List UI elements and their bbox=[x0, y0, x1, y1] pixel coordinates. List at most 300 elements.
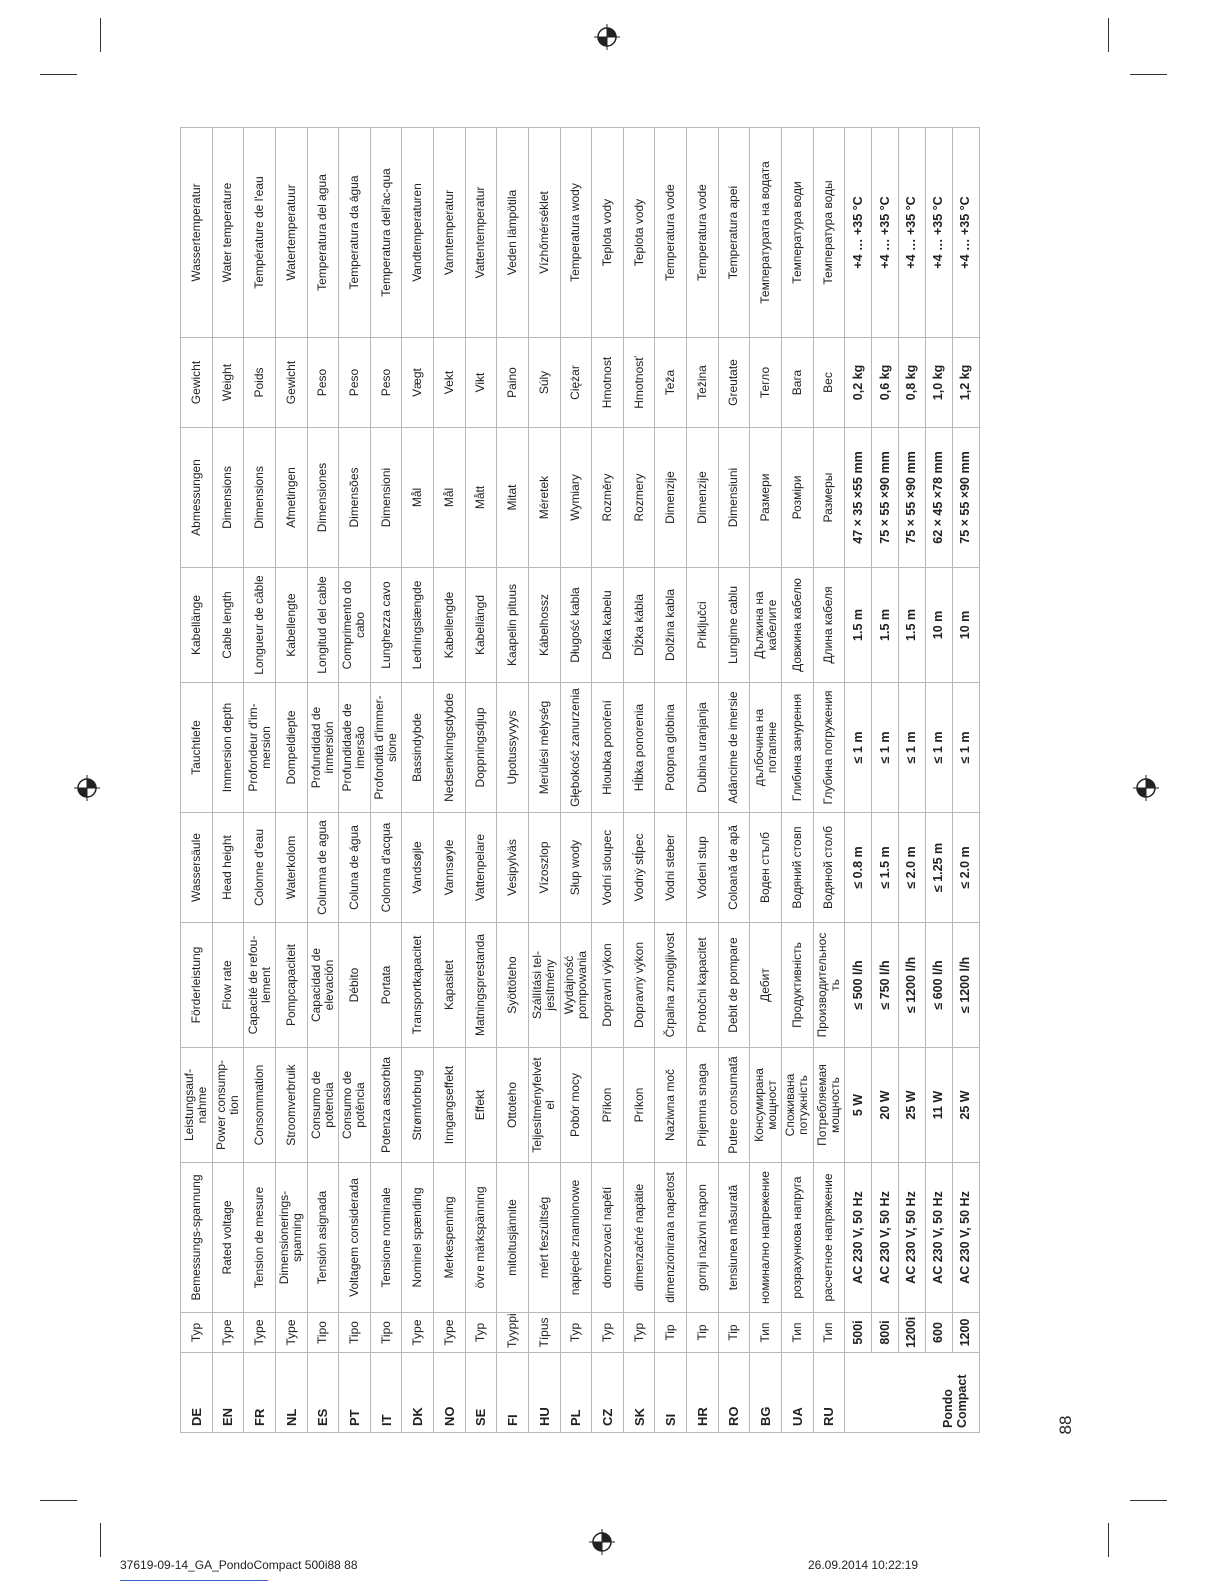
table-cell: Tauchtiefe bbox=[181, 683, 213, 813]
table-cell: Wassertemperatur bbox=[181, 128, 213, 338]
table-cell: Tipo bbox=[307, 1313, 339, 1353]
table-cell: дълбочина на потапяне bbox=[750, 683, 782, 813]
table-cell: AC 230 V, 50 Hz bbox=[898, 1163, 925, 1313]
model-name: 500i bbox=[845, 1313, 872, 1353]
table-cell: Temperatura da água bbox=[339, 128, 371, 338]
table-cell: Kapasitet bbox=[434, 923, 466, 1048]
table-cell: Температурата на водата bbox=[750, 128, 782, 338]
table-cell: Paino bbox=[497, 338, 529, 428]
table-cell: Typ bbox=[560, 1313, 592, 1353]
table-cell: Příkon bbox=[592, 1048, 624, 1163]
table-cell: Profundidade de imersão bbox=[339, 683, 371, 813]
table-cell: ≤ 2.0 m bbox=[898, 813, 925, 923]
table-cell: Délka kabelu bbox=[592, 568, 624, 683]
table-row bbox=[275, 128, 307, 1433]
table-cell: Długość kabla bbox=[560, 568, 592, 683]
table-cell: Производительнос ть bbox=[813, 923, 845, 1048]
language-code: HU bbox=[528, 1353, 560, 1433]
crop-mark bbox=[1130, 1500, 1167, 1501]
table-cell: Tip bbox=[655, 1313, 687, 1353]
table-cell: 47 × 35 ×55 mm bbox=[845, 428, 872, 568]
table-cell: ≤ 500 l/h bbox=[845, 923, 872, 1048]
table-cell: Wydajność pompowania bbox=[560, 923, 592, 1048]
language-code: RU bbox=[813, 1353, 845, 1433]
table-cell: ≤ 1 m bbox=[872, 683, 899, 813]
table-cell: Дебит bbox=[750, 923, 782, 1048]
table-cell: 10 m bbox=[925, 568, 952, 683]
table-cell: Vandtemperaturen bbox=[402, 128, 434, 338]
table-cell: Columna de agua bbox=[307, 813, 339, 923]
language-code: SI bbox=[655, 1353, 687, 1433]
table-cell: Dolžina kabla bbox=[655, 568, 687, 683]
table-cell: Voltagem considerada bbox=[339, 1163, 371, 1313]
table-cell: Típus bbox=[528, 1313, 560, 1353]
table-cell: ≤ 1 m bbox=[845, 683, 872, 813]
table-cell: Tip bbox=[718, 1313, 750, 1353]
table-cell: Temperatura vode bbox=[655, 128, 687, 338]
table-cell: Putere consumată bbox=[718, 1048, 750, 1163]
table-cell: 11 W bbox=[925, 1048, 952, 1163]
table-cell: Water temperature bbox=[212, 128, 244, 338]
language-code: FI bbox=[497, 1353, 529, 1433]
table-cell: Тип bbox=[781, 1313, 813, 1353]
table-cell: Typ bbox=[181, 1313, 213, 1353]
crop-mark bbox=[1108, 18, 1109, 52]
language-code: NL bbox=[275, 1353, 307, 1433]
footer-file-name: 37619-09-14_GA_PondoCompact 500i88 88 bbox=[120, 1558, 358, 1572]
table-cell: Ottoteho bbox=[497, 1048, 529, 1163]
table-row bbox=[434, 128, 466, 1433]
table-cell: Dubina uranjanja bbox=[687, 683, 719, 813]
table-cell: Lunghezza cavo bbox=[370, 568, 402, 683]
table-cell: Dompeldiepte bbox=[275, 683, 307, 813]
table-cell: Rozměry bbox=[592, 428, 624, 568]
table-cell: Type bbox=[275, 1313, 307, 1353]
table-cell: Nedsenkningsdybde bbox=[434, 683, 466, 813]
table-cell: gornji nazivni napon bbox=[687, 1163, 719, 1313]
table-cell: Vodný stĺpec bbox=[623, 813, 655, 923]
table-cell: Teljesítményfelvét el bbox=[528, 1048, 560, 1163]
crop-mark bbox=[1108, 1523, 1109, 1557]
table-cell: Longueur de câble bbox=[244, 568, 276, 683]
table-cell: Méretek bbox=[528, 428, 560, 568]
language-code: BG bbox=[750, 1353, 782, 1433]
table-cell: Črpalna zmogljivost bbox=[655, 923, 687, 1048]
language-code: HR bbox=[687, 1353, 719, 1433]
table-cell: Cable length bbox=[212, 568, 244, 683]
table-cell: 1.5 m bbox=[872, 568, 899, 683]
table-cell: Vekt bbox=[434, 338, 466, 428]
table-cell: Consumo de potencia bbox=[307, 1048, 339, 1163]
table-cell: Vízoszlop bbox=[528, 813, 560, 923]
table-row bbox=[560, 128, 592, 1433]
language-code: IT bbox=[370, 1353, 402, 1433]
table-cell: AC 230 V, 50 Hz bbox=[925, 1163, 952, 1313]
table-cell: Nominel spænding bbox=[402, 1163, 434, 1313]
table-cell: Protočni kapacitet bbox=[687, 923, 719, 1048]
table-row bbox=[813, 128, 845, 1433]
table-cell: Type bbox=[402, 1313, 434, 1353]
table-cell: Dimenzije bbox=[655, 428, 687, 568]
table-cell: Воден стълб bbox=[750, 813, 782, 923]
language-code: EN bbox=[212, 1353, 244, 1433]
language-code: ES bbox=[307, 1353, 339, 1433]
table-cell: Capacidad de elevación bbox=[307, 923, 339, 1048]
table-cell: Mål bbox=[402, 428, 434, 568]
table-cell: Kabellängd bbox=[465, 568, 497, 683]
table-cell: AC 230 V, 50 Hz bbox=[952, 1163, 979, 1313]
table-cell: ≤ 1.5 m bbox=[872, 813, 899, 923]
table-cell: Förderleistung bbox=[181, 923, 213, 1048]
table-cell: AC 230 V, 50 Hz bbox=[872, 1163, 899, 1313]
table-cell: Tip bbox=[687, 1313, 719, 1353]
table-cell: Profondeur d'im-mersion bbox=[244, 683, 276, 813]
table-cell: Тип bbox=[813, 1313, 845, 1353]
table-cell: Vesipylväs bbox=[497, 813, 529, 923]
table-cell: ≤ 600 l/h bbox=[925, 923, 952, 1048]
table-cell: Dĺžka kábla bbox=[623, 568, 655, 683]
table-cell: Тип bbox=[750, 1313, 782, 1353]
table-cell: Colonne d'eau bbox=[244, 813, 276, 923]
table-cell: Bemessungs-spannung bbox=[181, 1163, 213, 1313]
table-cell: Type bbox=[434, 1313, 466, 1353]
table-cell: Flow rate bbox=[212, 923, 244, 1048]
table-cell: Vattenpelare bbox=[465, 813, 497, 923]
table-cell: Afmetingen bbox=[275, 428, 307, 568]
table-cell: Príkon bbox=[623, 1048, 655, 1163]
table-cell: Wassersäule bbox=[181, 813, 213, 923]
table-cell: Tension de mesure bbox=[244, 1163, 276, 1313]
table-cell: napięcie znamionowe bbox=[560, 1163, 592, 1313]
table-cell: Kaapelin pituus bbox=[497, 568, 529, 683]
table-cell: AC 230 V, 50 Hz bbox=[845, 1163, 872, 1313]
table-cell: 1,0 kg bbox=[925, 338, 952, 428]
table-cell: Debit de pompare bbox=[718, 923, 750, 1048]
table-cell: Dimensions bbox=[244, 428, 276, 568]
table-cell: Довжина кабелю bbox=[781, 568, 813, 683]
table-cell: Vikt bbox=[465, 338, 497, 428]
table-cell: Pobór mocy bbox=[560, 1048, 592, 1163]
table-cell: Dimensionerings-spanning bbox=[275, 1163, 307, 1313]
language-code: FR bbox=[244, 1353, 276, 1433]
table-cell: Colonna d'acqua bbox=[370, 813, 402, 923]
table-cell: ≤ 1200 l/h bbox=[898, 923, 925, 1048]
table-cell: 1.5 m bbox=[898, 568, 925, 683]
table-cell: Vanntemperatur bbox=[434, 128, 466, 338]
table-row bbox=[465, 128, 497, 1433]
table-row bbox=[781, 128, 813, 1433]
table-cell: 75 × 55 ×90 mm bbox=[898, 428, 925, 568]
table-row bbox=[181, 128, 213, 1433]
table-cell: Вес bbox=[813, 338, 845, 428]
table-cell: Potopna globina bbox=[655, 683, 687, 813]
registration-mark-icon bbox=[594, 24, 620, 50]
table-cell: Kabellänge bbox=[181, 568, 213, 683]
registration-mark-icon bbox=[74, 775, 100, 801]
table-cell: Kabellengde bbox=[434, 568, 466, 683]
table-row bbox=[212, 128, 244, 1433]
table-cell: Szállítási tel-jesítmény bbox=[528, 923, 560, 1048]
model-row bbox=[952, 128, 979, 1433]
model-name: 1200 bbox=[952, 1313, 979, 1353]
table-cell: ≤ 1200 l/h bbox=[952, 923, 979, 1048]
table-row bbox=[750, 128, 782, 1433]
language-code: NO bbox=[434, 1353, 466, 1433]
table-cell: Консумирана мощност bbox=[750, 1048, 782, 1163]
table-cell: Consumo de potência bbox=[339, 1048, 371, 1163]
table-cell: Vægt bbox=[402, 338, 434, 428]
table-cell: Weight bbox=[212, 338, 244, 428]
table-cell: Potenza assorbita bbox=[370, 1048, 402, 1163]
table-cell: 1,2 kg bbox=[952, 338, 979, 428]
table-cell: Vattentemperatur bbox=[465, 128, 497, 338]
language-code: PL bbox=[560, 1353, 592, 1433]
table-cell: Profondità d'immer-sione bbox=[370, 683, 402, 813]
table-row bbox=[402, 128, 434, 1433]
table-cell: Потребляемая мощность bbox=[813, 1048, 845, 1163]
table-cell: Vannsøyle bbox=[434, 813, 466, 923]
table-cell: Veden lämpötila bbox=[497, 128, 529, 338]
table-cell: Immersion depth bbox=[212, 683, 244, 813]
table-cell: ≤ 1 m bbox=[952, 683, 979, 813]
table-cell: Dimensiones bbox=[307, 428, 339, 568]
table-cell: Kabellengte bbox=[275, 568, 307, 683]
table-cell: tensiunea măsurată bbox=[718, 1163, 750, 1313]
model-row bbox=[845, 128, 872, 1433]
table-cell: Coluna de água bbox=[339, 813, 371, 923]
table-cell: Tensione nominale bbox=[370, 1163, 402, 1313]
crop-mark bbox=[1130, 74, 1167, 75]
table-cell: Inngangseffekt bbox=[434, 1048, 466, 1163]
spec-table-rotated bbox=[180, 128, 980, 1433]
table-cell: Teža bbox=[655, 338, 687, 428]
table-cell: Vandsøjle bbox=[402, 813, 434, 923]
table-cell: Температура воды bbox=[813, 128, 845, 338]
table-cell: Продуктивність bbox=[781, 923, 813, 1048]
table-cell: Težina bbox=[687, 338, 719, 428]
table-cell: Vízhőmérséklet bbox=[528, 128, 560, 338]
table-cell: Размеры bbox=[813, 428, 845, 568]
spec-table-body bbox=[181, 128, 980, 1433]
table-cell: Pompcapaciteit bbox=[275, 923, 307, 1048]
table-cell: Portata bbox=[370, 923, 402, 1048]
table-cell: Strømforbrug bbox=[402, 1048, 434, 1163]
table-cell: +4 … +35 °C bbox=[872, 128, 899, 338]
table-cell: Peso bbox=[339, 338, 371, 428]
table-cell: Дължина на кабелите bbox=[750, 568, 782, 683]
table-cell: Kábelhossz bbox=[528, 568, 560, 683]
table-cell: ≤ 2.0 m bbox=[952, 813, 979, 923]
table-cell: Peso bbox=[370, 338, 402, 428]
crop-mark bbox=[100, 18, 101, 52]
table-cell: Mått bbox=[465, 428, 497, 568]
table-cell: ≤ 0.8 m bbox=[845, 813, 872, 923]
table-cell: Température de l'eau bbox=[244, 128, 276, 338]
table-cell: Syöttöteho bbox=[497, 923, 529, 1048]
registration-mark-icon bbox=[589, 1529, 615, 1555]
table-cell: Profundidad de inmersión bbox=[307, 683, 339, 813]
table-cell: Gewicht bbox=[275, 338, 307, 428]
table-cell: 0,8 kg bbox=[898, 338, 925, 428]
table-cell: dimenzačné napätie bbox=[623, 1163, 655, 1313]
table-cell: 0,2 kg bbox=[845, 338, 872, 428]
table-row bbox=[592, 128, 624, 1433]
language-code: PT bbox=[339, 1353, 371, 1433]
table-cell: Lungime cablu bbox=[718, 568, 750, 683]
table-cell: Stroomverbruik bbox=[275, 1048, 307, 1163]
table-cell: Transportkapacitet bbox=[402, 923, 434, 1048]
crop-mark bbox=[100, 1523, 101, 1557]
table-cell: Vodeni stup bbox=[687, 813, 719, 923]
language-code: RO bbox=[718, 1353, 750, 1433]
table-row bbox=[339, 128, 371, 1433]
table-cell: 75 × 55 ×90 mm bbox=[872, 428, 899, 568]
model-row bbox=[872, 128, 899, 1433]
model-name: 600 bbox=[925, 1313, 952, 1353]
registration-mark-icon bbox=[1133, 775, 1159, 801]
table-cell: Vodni steber bbox=[655, 813, 687, 923]
table-cell: Tyyppi bbox=[497, 1313, 529, 1353]
table-cell: mitoitusjännite bbox=[497, 1163, 529, 1313]
table-cell: Tensión asignada bbox=[307, 1163, 339, 1313]
language-code: CZ bbox=[592, 1353, 624, 1433]
model-name: 800i bbox=[872, 1313, 899, 1353]
table-cell: 62 × 45 ×78 mm bbox=[925, 428, 952, 568]
table-cell: Comprimento do cabo bbox=[339, 568, 371, 683]
table-cell: övre märkspänning bbox=[465, 1163, 497, 1313]
table-cell: Doppningsdjup bbox=[465, 683, 497, 813]
table-cell: Súly bbox=[528, 338, 560, 428]
language-code: DE bbox=[181, 1353, 213, 1433]
link-underline bbox=[120, 1580, 268, 1581]
table-cell: Tipo bbox=[339, 1313, 371, 1353]
table-cell: Hmotnost bbox=[592, 338, 624, 428]
table-row bbox=[718, 128, 750, 1433]
table-cell: Wymiary bbox=[560, 428, 592, 568]
table-cell: Head height bbox=[212, 813, 244, 923]
table-cell: +4 … +35 °C bbox=[952, 128, 979, 338]
table-cell: Peso bbox=[307, 338, 339, 428]
table-cell: Vodní sloupec bbox=[592, 813, 624, 923]
table-cell: Temperatura del agua bbox=[307, 128, 339, 338]
table-cell: Розміри bbox=[781, 428, 813, 568]
table-cell: розрахункова напруга bbox=[781, 1163, 813, 1313]
table-cell: Водяной столб bbox=[813, 813, 845, 923]
table-cell: 25 W bbox=[952, 1048, 979, 1163]
table-cell: Type bbox=[244, 1313, 276, 1353]
table-cell: Greutate bbox=[718, 338, 750, 428]
crop-mark bbox=[40, 1500, 77, 1501]
table-cell: Temperatura vode bbox=[687, 128, 719, 338]
language-code: UA bbox=[781, 1353, 813, 1433]
table-cell: Słup wody bbox=[560, 813, 592, 923]
table-cell: Глубина погружения bbox=[813, 683, 845, 813]
table-cell: Temperatura dell'ac-qua bbox=[370, 128, 402, 338]
table-cell: Hmotnosť bbox=[623, 338, 655, 428]
table-cell: ≤ 1.25 m bbox=[925, 813, 952, 923]
table-cell: Teplota vody bbox=[592, 128, 624, 338]
table-cell: Poids bbox=[244, 338, 276, 428]
table-cell: Tipo bbox=[370, 1313, 402, 1353]
table-cell: +4 … +35 °C bbox=[925, 128, 952, 338]
spec-table bbox=[180, 127, 980, 1433]
table-cell: Watertemperatuur bbox=[275, 128, 307, 338]
crop-mark bbox=[40, 74, 77, 75]
table-cell: Mål bbox=[434, 428, 466, 568]
table-cell: 5 W bbox=[845, 1048, 872, 1163]
table-row bbox=[244, 128, 276, 1433]
table-cell: Mitat bbox=[497, 428, 529, 568]
model-row bbox=[925, 128, 952, 1433]
table-cell: 75 × 55 ×90 mm bbox=[952, 428, 979, 568]
model-row bbox=[898, 128, 925, 1433]
table-cell: ≤ 750 l/h bbox=[872, 923, 899, 1048]
language-code: DK bbox=[402, 1353, 434, 1433]
table-cell: Hloubka ponoření bbox=[592, 683, 624, 813]
table-cell: Размери bbox=[750, 428, 782, 568]
table-row bbox=[623, 128, 655, 1433]
table-cell: Type bbox=[212, 1313, 244, 1353]
table-cell: Coloană de apă bbox=[718, 813, 750, 923]
table-cell: Priključci bbox=[687, 568, 719, 683]
table-cell: Merülési mélység bbox=[528, 683, 560, 813]
table-cell: Waterkolom bbox=[275, 813, 307, 923]
table-cell: ≤ 1 m bbox=[925, 683, 952, 813]
table-row bbox=[687, 128, 719, 1433]
table-row bbox=[307, 128, 339, 1433]
table-cell: Typ bbox=[592, 1313, 624, 1353]
language-code: SK bbox=[623, 1353, 655, 1433]
table-row bbox=[497, 128, 529, 1433]
table-cell: 0,6 kg bbox=[872, 338, 899, 428]
table-cell: Typ bbox=[465, 1313, 497, 1353]
table-cell: Débito bbox=[339, 923, 371, 1048]
table-cell: Głębokość zanurzenia bbox=[560, 683, 592, 813]
table-cell: 20 W bbox=[872, 1048, 899, 1163]
table-cell: Adâncime de imersie bbox=[718, 683, 750, 813]
table-cell: Teplota vody bbox=[623, 128, 655, 338]
table-cell: Consommation bbox=[244, 1048, 276, 1163]
table-cell: Dimensions bbox=[212, 428, 244, 568]
language-code: SE bbox=[465, 1353, 497, 1433]
table-cell: номинално напрежение bbox=[750, 1163, 782, 1313]
table-cell: Dopravný výkon bbox=[623, 923, 655, 1048]
table-row bbox=[370, 128, 402, 1433]
table-cell: Hĺbka ponorenia bbox=[623, 683, 655, 813]
table-cell: Глибина занурення bbox=[781, 683, 813, 813]
table-cell: Temperatura wody bbox=[560, 128, 592, 338]
table-cell: Ciężar bbox=[560, 338, 592, 428]
table-cell: Matningsprestanda bbox=[465, 923, 497, 1048]
model-name: 1200i bbox=[898, 1313, 925, 1353]
table-cell: Naziwna moč bbox=[655, 1048, 687, 1163]
table-cell: Тегло bbox=[750, 338, 782, 428]
table-cell: Dopravní výkon bbox=[592, 923, 624, 1048]
table-cell: ≤ 1 m bbox=[898, 683, 925, 813]
table-cell: Upotussyvyys bbox=[497, 683, 529, 813]
table-cell: Merkespenning bbox=[434, 1163, 466, 1313]
table-cell: Power consump-tion bbox=[212, 1048, 244, 1163]
table-cell: Longitud del cable bbox=[307, 568, 339, 683]
table-cell: Rated voltage bbox=[212, 1163, 244, 1313]
table-cell: Dimensiuni bbox=[718, 428, 750, 568]
table-cell: +4 … +35 °C bbox=[898, 128, 925, 338]
table-cell: Bassindybde bbox=[402, 683, 434, 813]
table-cell: 10 m bbox=[952, 568, 979, 683]
table-cell: Температура води bbox=[781, 128, 813, 338]
table-cell: Rozmery bbox=[623, 428, 655, 568]
product-name: Pondo Compact bbox=[845, 1353, 980, 1433]
